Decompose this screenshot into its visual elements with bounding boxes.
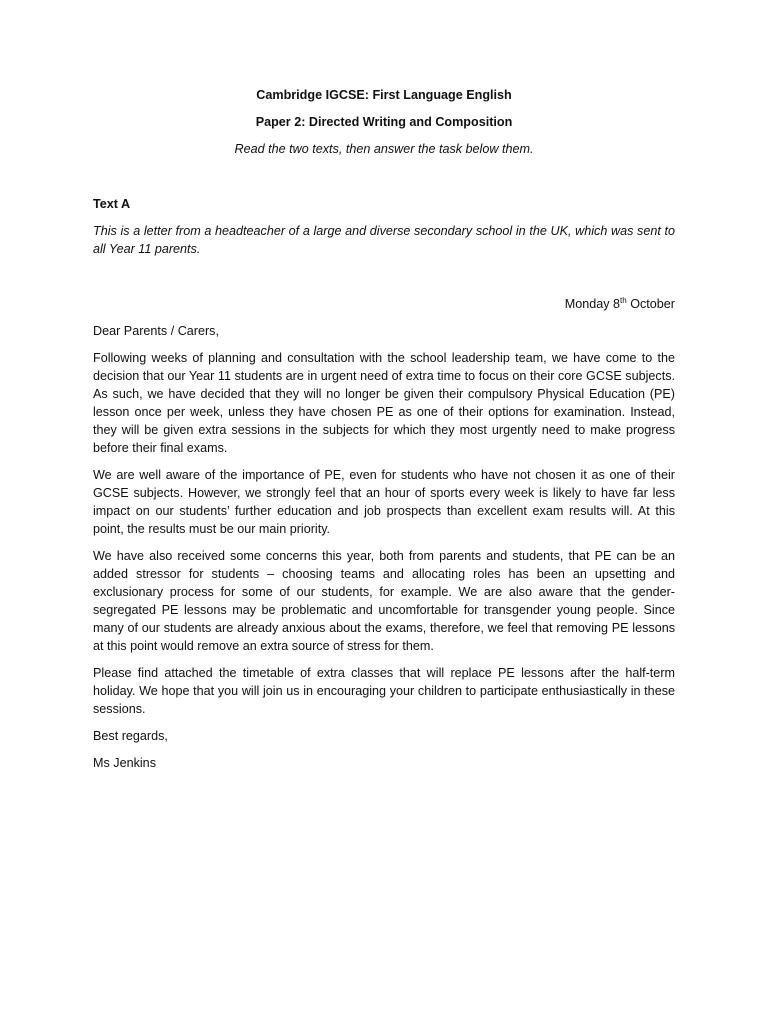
letter-date-suffix: th bbox=[620, 295, 627, 305]
letter-salutation: Dear Parents / Carers, bbox=[93, 324, 219, 338]
paper-subtitle: Paper 2: Directed Writing and Composition bbox=[255, 115, 513, 129]
letter-signoff: Best regards, bbox=[93, 729, 168, 743]
letter-date-month: October bbox=[626, 297, 675, 311]
text-a-heading: Text A bbox=[93, 197, 131, 211]
letter-date bbox=[93, 295, 675, 313]
letter-paragraph: Following weeks of planning and consultation with the school leadership team, we have come to the decision that our Year 11 students are in urgent need of extra time to focus on their core GCSE subjects. As such, we have decided that they will no longer be given their compulsory Physical Education (PE) lesson once per week, unless they have chosen PE as one of their options for examination. Instead, they will be given extra sessions in the subjects for which they most urgently need to make progress before their final exams. bbox=[93, 351, 675, 455]
letter-paragraph: We have also received some concerns this year, both from parents and students, that PE can be an added stressor for students – choosing teams and allocating roles has been an upsetting and exclusionary process for some of our students, for example. We are also aware that the gender-segregated PE lessons may be problematic and uncomfortable for transgender young people. Since many of our students are already anxious about the exams, therefore, we feel that removing PE lessons at this point would remove an extra source of stress for them. bbox=[93, 549, 675, 653]
instruction-text: Read the two texts, then answer the task below them. bbox=[234, 142, 534, 156]
text-a-intro: This is a letter from a headteacher of a large and diverse secondary school in the UK, which was sent to all Year 11 parents. bbox=[93, 224, 675, 256]
document-title: Cambridge IGCSE: First Language English bbox=[256, 88, 512, 102]
letter-paragraph: Please find attached the timetable of extra classes that will replace PE lessons after the half-term holiday. We hope that you will join us in encouraging your children to participate enthusiastically in these sessions. bbox=[93, 666, 675, 716]
letter-signature: Ms Jenkins bbox=[93, 756, 156, 770]
letter-paragraph: We are well aware of the importance of PE, even for students who have not chosen it as one of their GCSE subjects. However, we strongly feel that an hour of sports every week is likely to have far less impact on our students’ further education and job prospects than excellent exam results will. At this point, the results must be our main priority. bbox=[93, 468, 675, 536]
document-page bbox=[93, 86, 675, 772]
letter-date-day: Monday 8 bbox=[564, 297, 621, 311]
